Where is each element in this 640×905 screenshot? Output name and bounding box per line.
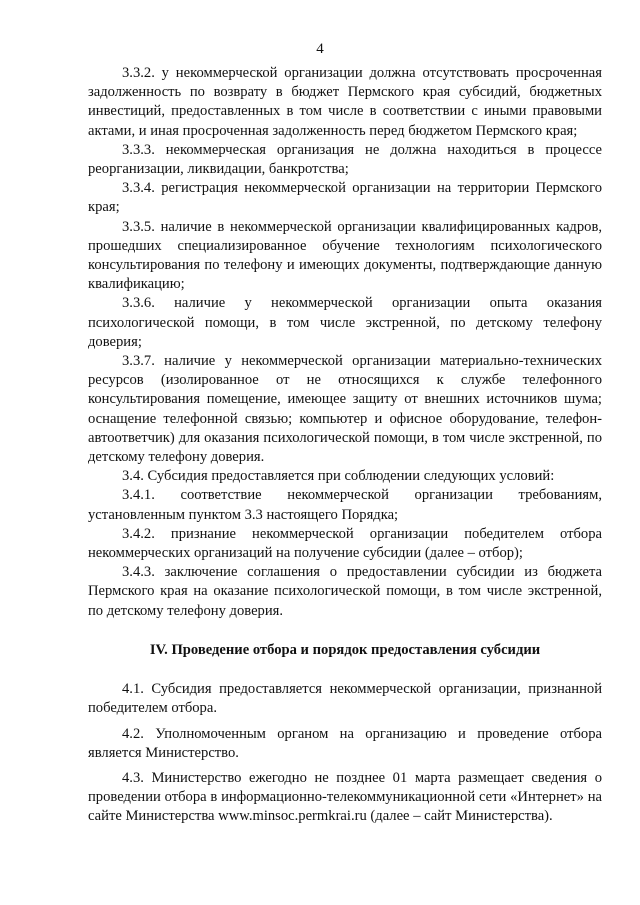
- section-heading: IV. Проведение отбора и порядок предоставления субсидии: [149, 641, 541, 658]
- paragraph-3-3-3: 3.3.3. некоммерческая организация не должна находиться в процессе реорганизации, ликвидации, банкротства;: [88, 141, 602, 178]
- paragraph-3-4-3: 3.4.3. заключение соглашения о предоставлении субсидии из бюджета Пермского края на оказание психологической помощи, в том числе экстренной, по детскому телефону доверия.: [88, 564, 602, 619]
- paragraph-3-4-1: 3.4.1. соответствие некоммерческой организации требованиям, установленным пунктом 3.3 настоящего Порядка;: [88, 487, 602, 523]
- paragraph-4-3: 4.3. Министерство ежегодно не позднее 01 марта размещает сведения о проведении отбора в информационно-телекоммуникационной сети «Интернет» на сайте Министерства www.minsoc.permkrai.ru (далее – сайт Министерства).: [88, 769, 602, 825]
- paragraph-4-2: 4.2. Уполномоченным органом на организацию и проведение отбора является Министерство.: [88, 725, 602, 761]
- paragraph-3-4: 3.4. Субсидия предоставляется при соблюдении следующих условий:: [122, 468, 555, 485]
- paragraph-3-3-4: 3.3.4. регистрация некоммерческой организации на территории Пермского края;: [88, 180, 602, 216]
- paragraph-3-3-2: 3.3.2. у некоммерческой организации должна отсутствовать просроченная задолженность по возврату в бюджет Пермского края субсидий, бюджетных инвестиций, предоставленных в том числе в соответствии с иными правовыми актами, и иная просроченная задолженность перед бюджетом Пермского края;: [88, 65, 602, 139]
- paragraph-4-1: 4.1. Субсидия предоставляется некоммерческой организации, признанной победителем отбора.: [88, 681, 602, 717]
- paragraph-3-4-2: 3.4.2. признание некоммерческой организации победителем отбора некоммерческих организаций на получение субсидии (далее – отбор);: [88, 525, 602, 562]
- page-number: 4: [316, 41, 324, 57]
- paragraph-3-3-6: 3.3.6. наличие у некоммерческой организации опыта оказания психологической помощи, в том числе экстренной, по детскому телефону доверия;: [88, 295, 602, 350]
- paragraph-3-3-7: 3.3.7. наличие у некоммерческой организации материально-технических ресурсов (изолированное от не относящихся к службе телефонного консультирования помещение, имеющее защиту от внешних источников шума; оснащение телефонной связью; компьютер и офисное оборудование, телефон-автоответчик) для оказания психологической помощи, в том числе экстренной, по детскому телефону доверия.: [88, 353, 602, 466]
- paragraph-3-3-5: 3.3.5. наличие в некоммерческой организации квалифицированных кадров, прошедших специализированное обучение технологиям психологического консультирования по телефону и имеющих документы, подтверждающие данную квалификацию;: [88, 218, 602, 293]
- document-body: [88, 64, 602, 827]
